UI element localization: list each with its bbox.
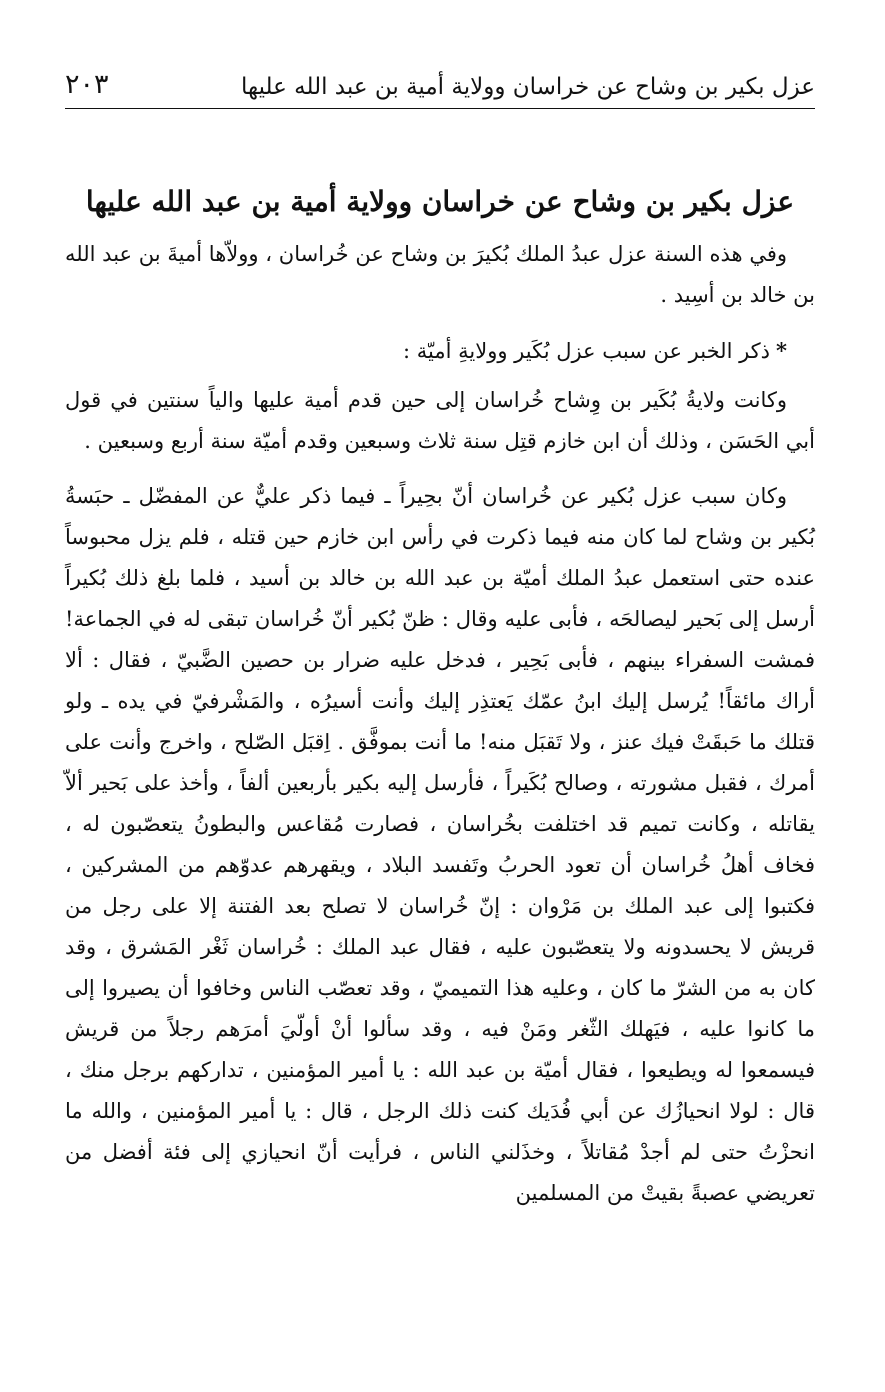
running-title: عزل بكير بن وشاح عن خراسان وولاية أمية بن عبد الله عليها [240,74,815,100]
subheading [65,330,815,372]
asterisk-marker: * [776,338,787,363]
page-number: ٢٠٣ [65,69,109,100]
paragraph-3: وكان سبب عزل بُكير عن خُراسان أنّ بحِيراً ـ فيما ذكر عليٌّ عن المفضّل ـ حبَسةُ بُكير بن وشاح لما كان منه فيما ذكرت في رأس ابن خازم حين قتله ، فلم يزل محبوساً عنده حتى استعمل عبدُ الملك أميّة بن عبد الله بن خالد بن أسيد ، فلما بلغ ذلك بُكيراً أرسل إلى بَحير ليصالحَه ، فأبى عليه وقال : ظنّ بُكير أنّ خُراسان تبقى له في الجماعة! فمشت السفراء بينهم ، فأبى بَحِير ، فدخل عليه ضرار بن حصين الضَّبيّ ، فقال : ألا أراك مائقاً! يُرسل إليك ابنُ عمّك يَعتذِر إليك وأنت أسيرُه ، والمَشْرفيّ في يده ـ ولو قتلك ما حَبقَتْ فيك عنز ، ولا تَقبَل منه! ما أنت بموفَّق . اِقبَل الصّلح ، واخرج وأنت على أمرك ، فقبل مشورته ، وصالح بُكَيراً ، فأرسل إليه بكير بأربعين ألفاً ، وأخذ على بَحير ألاّ يقاتله ، وكانت تميم قد اختلفت بخُراسان ، فصارت مُقاعس والبطونُ يتعصّبون له ، فخاف أهلُ خُراسان أن تعود الحربُ وتَفسد البلاد ، ويقهرهم عدوّهم من المشركين ، فكتبوا إلى عبد الملك بن مَرْوان : إنّ خُراسان لا تصلح بعد الفتنة إلا على رجل من قريش لا يحسدونه ولا يتعصّبون عليه ، فقال عبد الملك : خُراسان ثَغْر المَشرق ، وقد كان به من الشرّ ما كان ، وعليه هذا التميميّ ، وقد تعصّب الناس وخافوا أن يصيروا إلى ما كانوا عليه ، فيَهلك الثّغر ومَنْ فيه ، وقد سألوا أنْ أولّيَ أمرَهم رجلاً من قريش فيسمعوا له ويطيعوا ، فقال أميّة بن عبد الله : يا أمير المؤمنين ، تداركهم برجل منك ، قال : لولا انحيازُك عن أبي فُدَيك كنت ذلك الرجل ، قال : يا أمير المؤمنين ، والله ما انحزْتُ حتى لم أجدْ مُقاتلاً ، وخذَلني الناس ، فرأيت أنّ انحيازي إلى فئة أفضل من تعريضي عصبةً بقيتْ من المسلمين [65,484,815,1205]
running-header [65,60,815,100]
subheading-text: ذكر الخبر عن سبب عزل بُكَير وولايةِ أميّة : [403,339,771,363]
paragraph-2: وكانت ولايةُ بُكَير بن وِشاح خُراسان إلى حين قدم أمية عليها والياً سنتين في قول أبي الحَسَن ، وذلك أن ابن خازم قتِل سنة ثلاث وسبعين وقدم أميّة سنة أربع وسبعين . [65,388,815,453]
paragraph-1: وفي هذه السنة عزل عبدُ الملك بُكيرَ بن وشاح عن خُراسان ، وولاّها أميةَ بن عبد الله بن خالد بن أسِيد . [65,242,815,307]
header-rule [65,108,815,109]
page-body [65,180,815,1214]
section-title: عزل بكير بن وشاح عن خراسان وولاية أمية بن عبد الله عليها [85,185,795,218]
